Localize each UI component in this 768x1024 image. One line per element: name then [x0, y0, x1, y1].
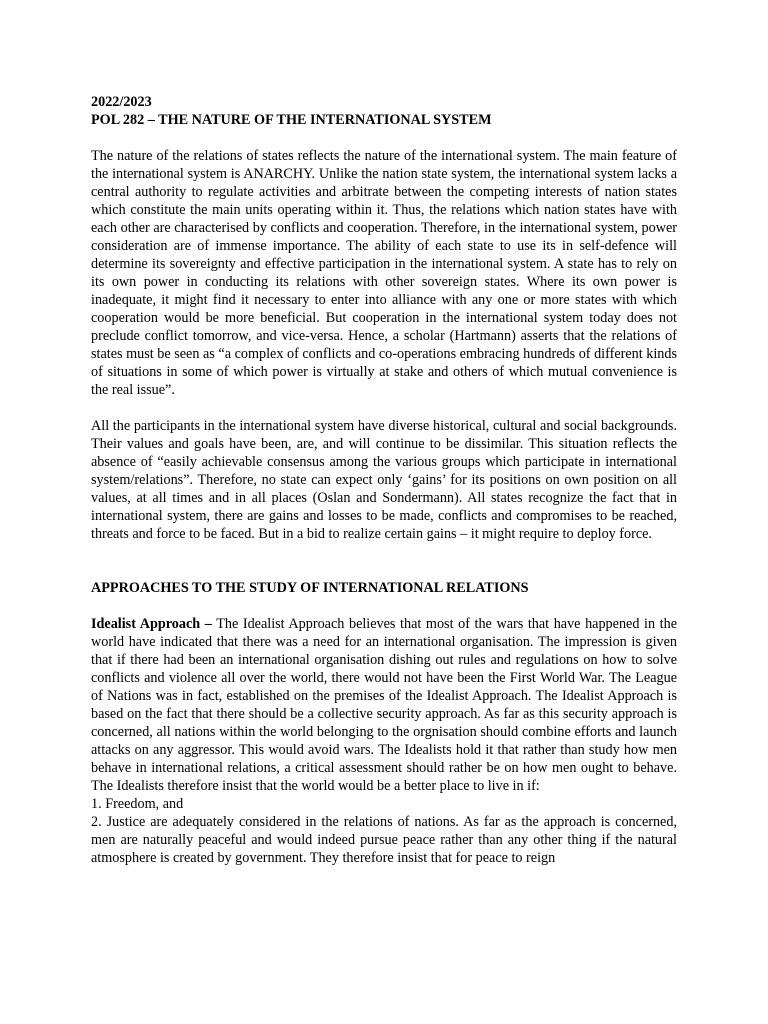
spacer	[91, 543, 677, 561]
paragraph-nature-of-relations: The nature of the relations of states reflects the nature of the international system. The main feature of the international system is ANARCHY. Unlike the nation state system, the international system lacks a central authority to regulate activities and arbitrate between the competing interests of nation states which constitute the main units operating within it. Thus, the relations which nation states have with each other are characterised by conflicts and cooperation. Therefore, in the international system, power consideration are of immense importance. The ability of each state to use its in self-defence will determine its sovereignty and effective participation in the international system. A state has to rely on its own power in conducting its relations with other sovereign states. Where its own power is inadequate, it might find it necessary to enter into alliance with any one or more states with which cooperation would be more beneficial. But cooperation in the international system today does not preclude conflict tomorrow, and vice-versa. Hence, a scholar (Hartmann) asserts that the relations of states must be seen as “a complex of conflicts and co-operations embracing hundreds of different kinds of situations in some of which power is virtually at stake and others of which mutual convenience is the real issue”.	[91, 148, 677, 398]
spacer	[91, 399, 677, 417]
list-item: 1. Freedom, and	[91, 796, 184, 812]
section-heading: APPROACHES TO THE STUDY OF INTERNATIONAL RELATIONS	[91, 580, 529, 596]
document-year: 2022/2023	[91, 94, 152, 110]
spacer	[91, 561, 677, 579]
document-title: POL 282 – THE NATURE OF THE INTERNATIONAL SYSTEM	[91, 112, 492, 128]
paragraph-idealist-approach	[91, 615, 677, 795]
spacer	[91, 129, 677, 147]
idealist-label: Idealist Approach –	[91, 616, 212, 632]
spacer	[91, 597, 677, 615]
document-page	[91, 93, 677, 867]
paragraph-participants: All the participants in the international system have diverse historical, cultural and social backgrounds. Their values and goals have been, are, and will continue to be dissimilar. This situation reflects the absence of “easily achievable consensus among the various groups which participate in international system/relations”. Therefore, no state can expect only ‘gains’ for its positions on own position on all values, at all times and in all places (Oslan and Sondermann). All states recognize the fact that in international system, there are gains and losses to be made, conflicts and compromises to be reached, threats and force to be faced. But in a bid to realize certain gains – it might require to deploy force.	[91, 418, 677, 542]
idealist-text: The Idealist Approach believes that most of the wars that have happened in the world have indicated that there was a need for an international organisation. The impression is given that if there had been an international organisation dishing out rules and regulations on how to solve conflicts and violence all over the world, there would not have been the First World War. The League of Nations was in fact, established on the premises of the Idealist Approach. The Idealist Approach is based on the fact that there should be a collective security approach. As far as this security approach is concerned, all nations within the world belonging to the orgnisation should combine efforts and launch attacks on any aggressor. This would avoid wars. The Idealists hold it that rather than study how men behave in international relations, a critical assessment should rather be on how men ought to behave. The Idealists therefore insist that the world would be a better place to live in if:	[91, 616, 677, 794]
list-item: 2. Justice are adequately considered in the relations of nations. As far as the approach is concerned, men are naturally peaceful and would indeed pursue peace rather than any other thing if the natural atmosphere is created by government. They therefore insist that for peace to reign	[91, 814, 677, 866]
